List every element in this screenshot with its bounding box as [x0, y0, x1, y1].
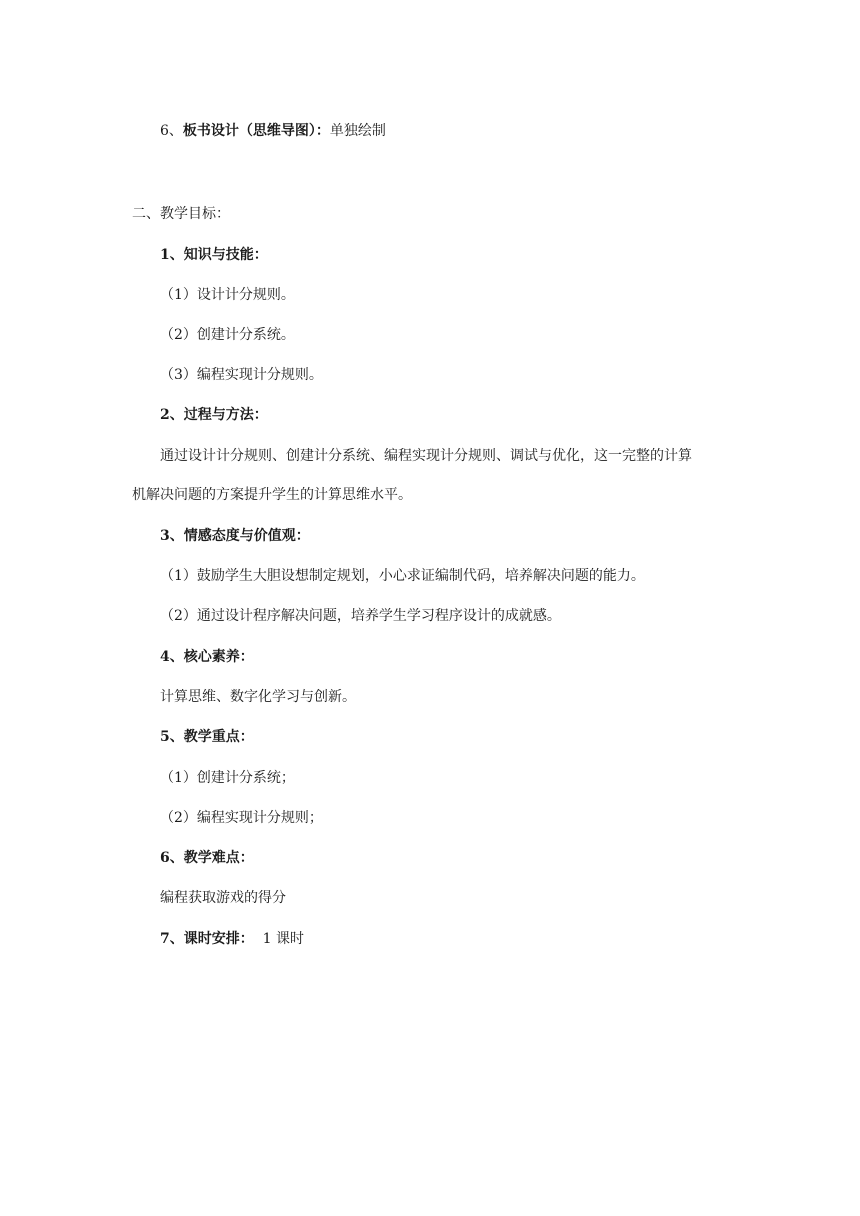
- difficulty-text: 编程获取游戏的得分: [160, 890, 286, 906]
- board-design-value: 单独绘制: [329, 123, 386, 139]
- schedule-line: [160, 929, 304, 949]
- core-title: 4、核心素养：: [160, 649, 254, 665]
- key-points-title: 5、教学重点：: [160, 729, 254, 745]
- process-paragraph-line-1: 通过设计计分规则、创建计分系统、编程实现计分规则、调试与优化，这一完整的计算: [160, 448, 692, 464]
- emotion-item-1: （1）鼓励学生大胆设想制定规划，小心求证编制代码，培养解决问题的能力。: [160, 568, 645, 584]
- knowledge-item-2: （2）创建计分系统。: [160, 327, 295, 343]
- knowledge-item-3: （3）编程实现计分规则。: [160, 367, 323, 383]
- board-design-label: 板书设计（思维导图）：: [182, 123, 330, 139]
- schedule-label: 7、课时安排：: [160, 931, 254, 947]
- key-points-item-1: （1）创建计分系统；: [160, 770, 295, 786]
- board-design-line: [160, 121, 386, 141]
- key-points-item-2: （2）编程实现计分规则；: [160, 810, 323, 826]
- section-title: 二、教学目标：: [132, 206, 230, 222]
- difficulty-title: 6、教学难点：: [160, 850, 254, 866]
- emotion-item-2: （2）通过设计程序解决问题，培养学生学习程序设计的成就感。: [160, 608, 561, 624]
- board-design-number: 6、: [160, 123, 183, 139]
- schedule-value: 1 课时: [262, 931, 305, 947]
- knowledge-item-1: （1）设计计分规则。: [160, 287, 295, 303]
- core-text: 计算思维、数字化学习与创新。: [160, 689, 356, 705]
- knowledge-title: 1、知识与技能：: [160, 247, 268, 263]
- process-paragraph-line-2: 机解决问题的方案提升学生的计算思维水平。: [132, 487, 412, 503]
- emotion-title: 3、情感态度与价值观：: [160, 528, 310, 544]
- process-title: 2、过程与方法：: [160, 407, 268, 423]
